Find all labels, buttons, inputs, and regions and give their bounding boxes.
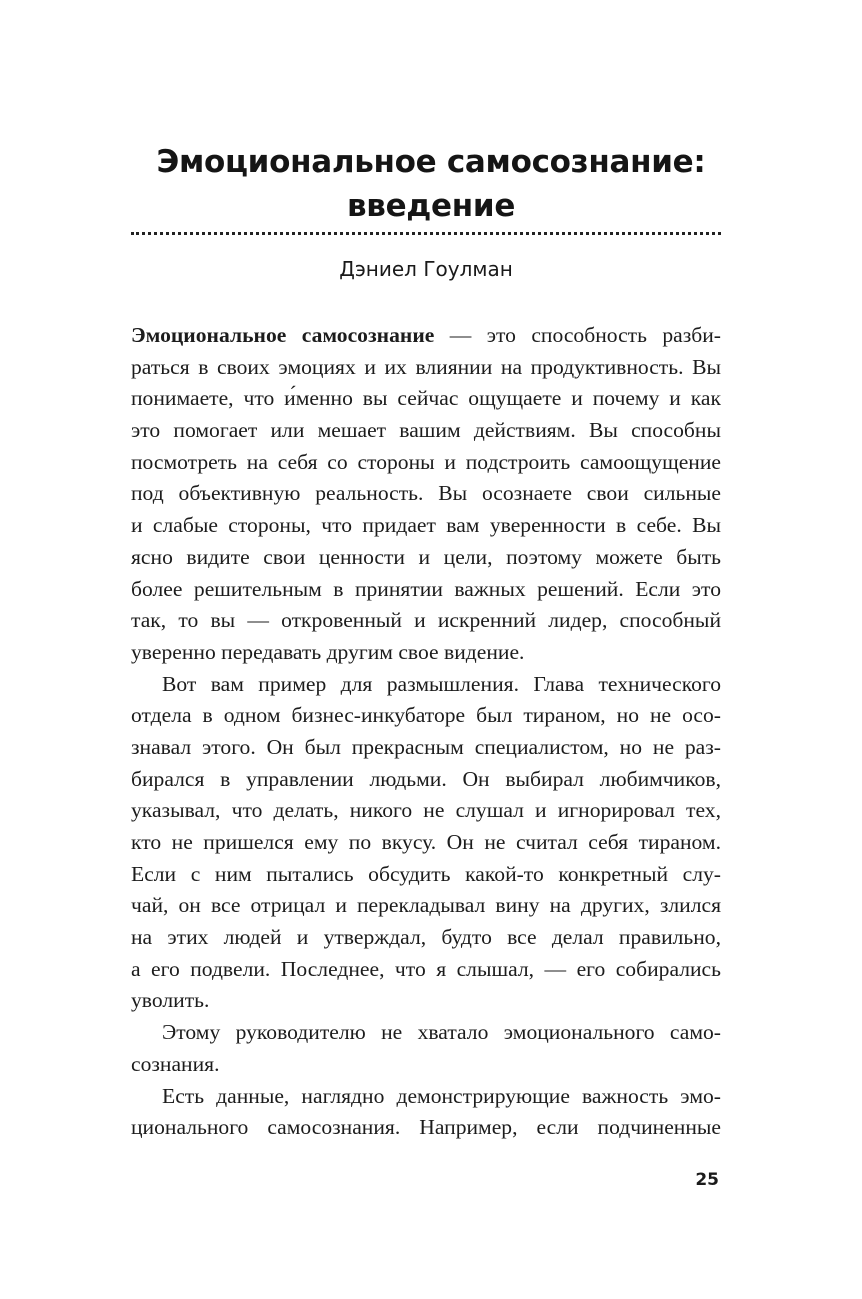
text-line: уволить. [131,988,210,1013]
text-line: это помогает или мешает вашим действиям. Вы способны [131,418,721,443]
text-line: знавал этого. Он был прекрасным специалистом, но не раз- [131,734,721,759]
text-line: кто не пришелся ему по вкусу. Он не считал себя тираном. [131,830,721,854]
text-line: под объективную реальность. Вы осознаете свои сильные [131,481,721,506]
text-line: Есть данные, наглядно демонстрирующие важность эмо- [162,1083,721,1108]
text-line: понимаете, что и́менно вы сейчас ощущаете и почему и как [131,386,721,411]
chapter-title [100,140,762,228]
text-line: ясно видите свои ценности и цели, поэтому можете быть [131,544,721,569]
dotted-divider [131,232,721,235]
text-line: и слабые стороны, что придает вам уверенности в себе. Вы [131,513,721,538]
page-number: 25 [695,1170,719,1190]
text-line: чай, он все отрицал и перекладывал вину на других, злился [131,893,721,918]
text-line: посмотреть на себя со стороны и подстроить самоощущение [131,449,721,474]
text-line: Этому руководителю не хватало эмоционального само- [162,1020,721,1045]
text-line: так, то вы — откровенный и искренний лидер, способный [131,608,721,633]
paragraph-4 [131,1081,721,1144]
text-line: отдела в одном бизнес-инкубаторе был тираном, но не осо- [131,703,721,728]
text-line: более решительным в принятии важных решений. Если это [131,576,721,601]
text-line: раться в своих эмоциях и их влиянии на продуктивность. Вы [131,354,721,379]
author-name: Дэниел Гоулман [339,257,513,281]
chapter-title-line-1: Эмоциональное самосознание: [156,144,706,180]
text-line: указывал, что делать, никого не слушал и игнорировал тех, [131,798,721,823]
paragraph-3 [131,1017,721,1080]
text-line: Вот вам пример для размышления. Глава технического [162,671,721,696]
text-line: сознания. [131,1051,220,1076]
text-line: Если с ним пытались обсудить какой-то конкретный слу- [131,861,721,886]
text-line: бирался в управлении людьми. Он выбирал любимчиков, [131,766,721,791]
chapter-title-line-2: введение [346,188,516,224]
text-line: уверенно передавать другим свое видение. [131,639,525,664]
body-text [131,320,721,1144]
paragraph-1 [131,320,721,669]
text-line: Эмоциональное самосознание — это способность разби- [131,323,721,347]
text-line: а его подвели. Последнее, что я слышал, — его собирались [131,956,721,981]
text-line: ционального самосознания. Например, если подчиненные [131,1115,721,1140]
text-line: на этих людей и утверждал, будто все делал правильно, [131,925,721,950]
paragraph-2 [131,669,721,1018]
bold-term: Эмоциональное самосознание [131,323,435,347]
